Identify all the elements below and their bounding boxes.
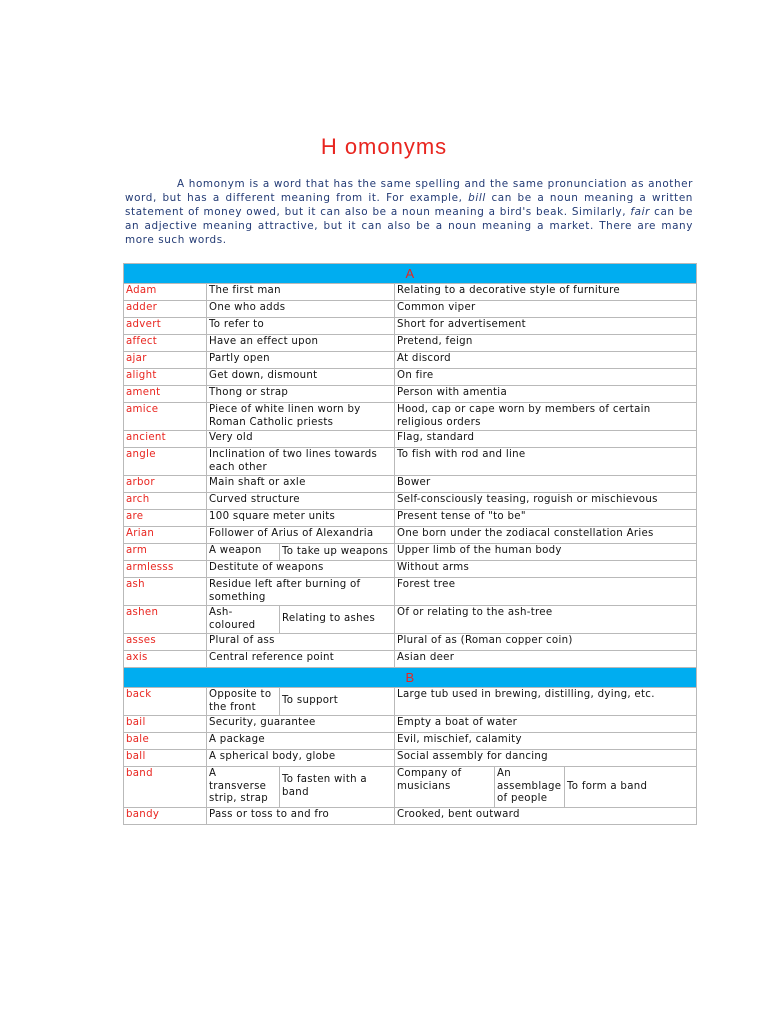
table-row: [124, 544, 697, 561]
homonym-word: back: [124, 688, 207, 716]
meaning-2: Forest tree: [395, 578, 697, 606]
section-header-row: [124, 264, 697, 284]
meaning-1: Residue left after burning of something: [207, 578, 395, 606]
table-row: [124, 431, 697, 448]
table-row: [124, 448, 697, 476]
table-row: [124, 369, 697, 386]
table-row: [124, 767, 697, 808]
meaning-2: Without arms: [395, 561, 697, 578]
meaning-1: Have an effect upon: [207, 335, 395, 352]
meaning-2: At discord: [395, 352, 697, 369]
meaning-2: One born under the zodiacal constellation Aries: [395, 527, 697, 544]
table-row: [124, 352, 697, 369]
meaning-1: Follower of Arius of Alexandria: [207, 527, 395, 544]
homonym-word: alight: [124, 369, 207, 386]
table-row: [124, 578, 697, 606]
section-letter: B: [124, 668, 697, 688]
homonym-word: armlesss: [124, 561, 207, 578]
meaning-2: Common viper: [395, 301, 697, 318]
homonym-word: ashen: [124, 606, 207, 634]
meaning-2: Large tub used in brewing, distilling, dying, etc.: [395, 688, 697, 716]
homonym-word: bail: [124, 716, 207, 733]
meaning-2c: To form a band: [565, 767, 697, 808]
meaning-2: Bower: [395, 476, 697, 493]
table-row: [124, 493, 697, 510]
meaning-1: Central reference point: [207, 651, 395, 668]
meaning-2: Plural of as (Roman copper coin): [395, 634, 697, 651]
meaning-1: Main shaft or axle: [207, 476, 395, 493]
meaning-2: Short for advertisement: [395, 318, 697, 335]
homonym-word: asses: [124, 634, 207, 651]
meaning-2: Evil, mischief, calamity: [395, 733, 697, 750]
meaning-1b: To take up weapons: [280, 544, 395, 561]
meaning-1a: A transverse strip, strap: [207, 767, 280, 808]
meaning-2: Hood, cap or cape worn by members of certain religious orders: [395, 403, 697, 431]
homonym-word: ball: [124, 750, 207, 767]
homonym-word: arch: [124, 493, 207, 510]
meaning-2: Flag, standard: [395, 431, 697, 448]
meaning-2: Person with amentia: [395, 386, 697, 403]
table-row: [124, 634, 697, 651]
meaning-2b: An assemblage of people: [495, 767, 565, 808]
meaning-1a: A weapon: [207, 544, 280, 561]
meaning-2: Relating to a decorative style of furniture: [395, 284, 697, 301]
meaning-1: Partly open: [207, 352, 395, 369]
meaning-2a: Company of musicians: [395, 767, 495, 808]
meaning-1: Plural of ass: [207, 634, 395, 651]
meaning-2: To fish with rod and line: [395, 448, 697, 476]
meaning-1b: To support: [280, 688, 395, 716]
table-row: [124, 301, 697, 318]
table-row: [124, 716, 697, 733]
meaning-1: To refer to: [207, 318, 395, 335]
table-row: [124, 510, 697, 527]
meaning-1: Inclination of two lines towards each other: [207, 448, 395, 476]
meaning-2: Social assembly for dancing: [395, 750, 697, 767]
table-row: [124, 561, 697, 578]
meaning-2: On fire: [395, 369, 697, 386]
homonym-word: amice: [124, 403, 207, 431]
intro-example-1: bill: [468, 192, 486, 204]
table-row: [124, 403, 697, 431]
table-row: [124, 651, 697, 668]
meaning-1a: Ash-coloured: [207, 606, 280, 634]
meaning-1b: Relating to ashes: [280, 606, 395, 634]
meaning-1: Very old: [207, 431, 395, 448]
intro-text-2: can be a noun meaning a written statement of money owed, but it can also be a noun meaning a bird's beak. Similarly,: [125, 192, 693, 218]
meaning-2: Self-consciously teasing, roguish or mischievous: [395, 493, 697, 510]
meaning-1a: Opposite to the front: [207, 688, 280, 716]
homonym-table: [123, 263, 697, 825]
table-row: [124, 606, 697, 634]
meaning-1: Thong or strap: [207, 386, 395, 403]
meaning-1: Security, guarantee: [207, 716, 395, 733]
homonym-word: ajar: [124, 352, 207, 369]
homonym-word: Arian: [124, 527, 207, 544]
meaning-2: Of or relating to the ash-tree: [395, 606, 697, 634]
homonym-word: affect: [124, 335, 207, 352]
table-row: [124, 318, 697, 335]
meaning-1: The first man: [207, 284, 395, 301]
meaning-2: Asian deer: [395, 651, 697, 668]
meaning-1: Pass or toss to and fro: [207, 807, 395, 824]
table-row: [124, 476, 697, 493]
homonym-word: adder: [124, 301, 207, 318]
homonym-word: Adam: [124, 284, 207, 301]
meaning-2: Empty a boat of water: [395, 716, 697, 733]
meaning-2: Pretend, feign: [395, 335, 697, 352]
meaning-2: Upper limb of the human body: [395, 544, 697, 561]
homonym-word: bandy: [124, 807, 207, 824]
section-header-row: [124, 668, 697, 688]
homonym-word: are: [124, 510, 207, 527]
homonym-word: angle: [124, 448, 207, 476]
intro-text-1: A homonym is a word that has the same spelling and the same pronunciation as another word, but has a different meaning from it. For example,: [125, 178, 693, 204]
meaning-1: 100 square meter units: [207, 510, 395, 527]
homonym-word: band: [124, 767, 207, 808]
intro-text-3: can be an adjective meaning attractive, but it can also be a noun meaning a market. There are many more such words.: [125, 206, 693, 246]
homonym-word: ash: [124, 578, 207, 606]
homonym-word: arm: [124, 544, 207, 561]
homonym-word: ament: [124, 386, 207, 403]
meaning-1: A spherical body, globe: [207, 750, 395, 767]
intro-paragraph: [125, 177, 693, 247]
meaning-2: Present tense of "to be": [395, 510, 697, 527]
homonym-word: ancient: [124, 431, 207, 448]
section-letter: A: [124, 264, 697, 284]
page-title: H omonyms: [320, 134, 448, 159]
meaning-1: Get down, dismount: [207, 369, 395, 386]
table-row: [124, 284, 697, 301]
meaning-1: Piece of white linen worn by Roman Catholic priests: [207, 403, 395, 431]
homonym-word: advert: [124, 318, 207, 335]
table-row: [124, 527, 697, 544]
meaning-1b: To fasten with a band: [280, 767, 395, 808]
intro-example-2: fair: [630, 206, 650, 218]
meaning-1: Destitute of weapons: [207, 561, 395, 578]
meaning-1: Curved structure: [207, 493, 395, 510]
table-row: [124, 750, 697, 767]
homonym-word: bale: [124, 733, 207, 750]
homonym-word: axis: [124, 651, 207, 668]
table-row: [124, 688, 697, 716]
meaning-1: One who adds: [207, 301, 395, 318]
meaning-2: Crooked, bent outward: [395, 807, 697, 824]
table-row: [124, 733, 697, 750]
meaning-1: A package: [207, 733, 395, 750]
table-row: [124, 386, 697, 403]
table-row: [124, 807, 697, 824]
homonym-word: arbor: [124, 476, 207, 493]
table-row: [124, 335, 697, 352]
